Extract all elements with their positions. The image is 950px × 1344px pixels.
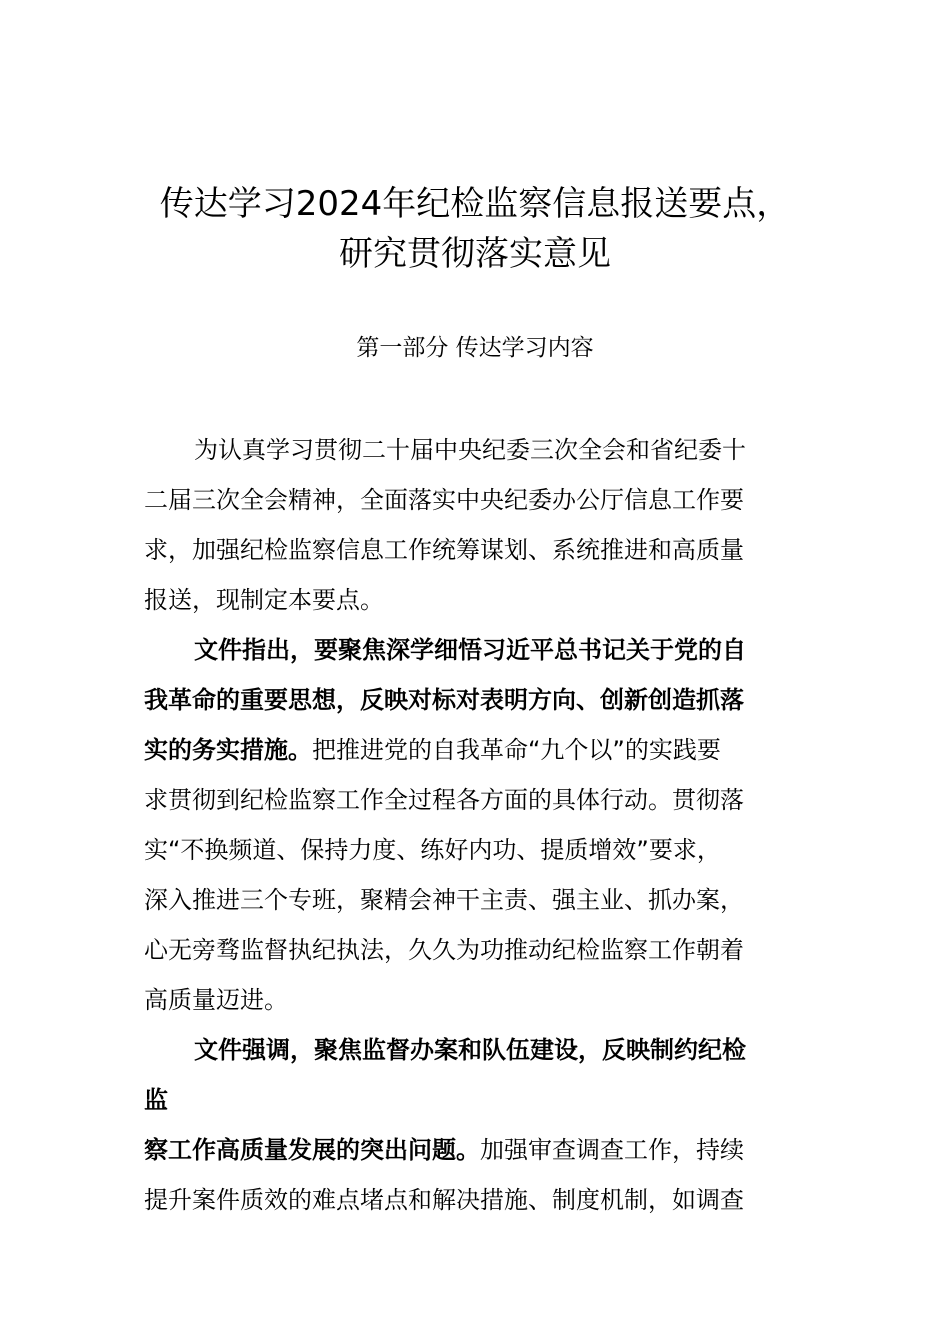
paragraph-2-line: 高质量迈进。 xyxy=(144,986,288,1014)
bold-text: 察工作高质量发展的突出问题。 xyxy=(144,1136,480,1164)
paragraph-2-bold-line xyxy=(194,634,746,666)
paragraph-1-line: 为认真学习贯彻二十届中央纪委三次全会和省纪委十 xyxy=(194,436,746,464)
paragraph-2-line: 深入推进三个专班，聚精会神干主责、强主业、抓办案， xyxy=(144,886,744,914)
paragraph-2-bold-line xyxy=(144,684,744,716)
paragraph-1-line: 二届三次全会精神，全面落实中央纪委办公厅信息工作要 xyxy=(144,486,744,514)
bold-text: 我革命的重要思想，反映对标对表明方向、创新创造抓落 xyxy=(144,686,744,714)
bold-text: 文件强调，聚焦监督办案和队伍建设，反映制约纪检 xyxy=(194,1036,746,1064)
bold-text: 监 xyxy=(144,1086,168,1114)
document-title-line-2: 研究贯彻落实意见 xyxy=(339,234,611,274)
document-title-line-1: 传达学习2024年纪检监察信息报送要点， xyxy=(159,184,791,224)
section-heading: 第一部分 传达学习内容 xyxy=(356,335,594,361)
paragraph-3-bold-line xyxy=(144,1084,168,1116)
normal-text: 把推进党的自我革命“九个以”的实践要 xyxy=(312,736,721,764)
paragraph-2-line: 实“不换频道、保持力度、练好内功、提质增效”要求， xyxy=(144,836,721,864)
bold-text: 文件指出，要聚焦深学细悟习近平总书记关于党的自 xyxy=(194,636,746,664)
paragraph-2-line: 心无旁骛监督执纪执法，久久为功推动纪检监察工作朝着 xyxy=(144,936,744,964)
paragraph-2-mixed-line xyxy=(144,734,721,766)
paragraph-3-line: 提升案件质效的难点堵点和解决措施、制度机制，如调查 xyxy=(144,1186,744,1214)
paragraph-1-line: 求，加强纪检监察信息工作统筹谋划、系统推进和高质量 xyxy=(144,536,744,564)
normal-text: 加强审查调查工作，持续 xyxy=(480,1136,744,1164)
paragraph-3-bold-line xyxy=(194,1034,746,1066)
bold-text: 实的务实措施。 xyxy=(144,736,312,764)
paragraph-1-line: 报送，现制定本要点。 xyxy=(144,586,384,614)
paragraph-2-line: 求贯彻到纪检监察工作全过程各方面的具体行动。贯彻落 xyxy=(144,786,744,814)
paragraph-3-mixed-line xyxy=(144,1134,744,1166)
